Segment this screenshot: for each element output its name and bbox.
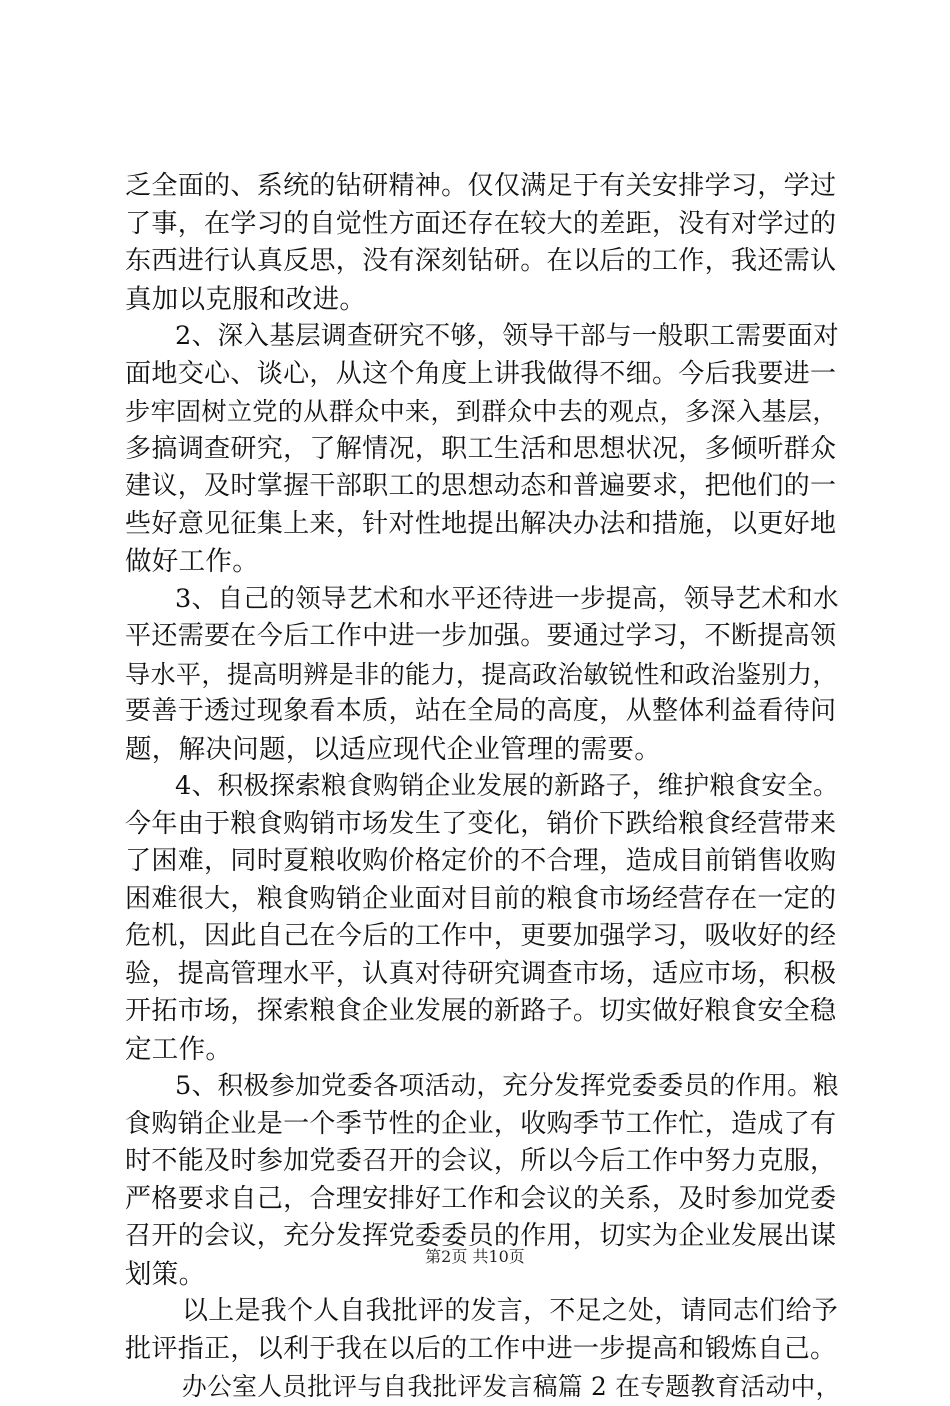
text-line: 题，解决问题，以适应现代企业管理的需要。 xyxy=(125,733,661,765)
page-footer: 第2页 共10页 xyxy=(425,1247,525,1266)
text-line: 要善于透过现象看本质，站在全局的高度，从整体利益看待问 xyxy=(125,696,837,726)
text-line: 面地交心、谈心，从这个角度上讲我做得不细。今后我要进一 xyxy=(125,358,837,389)
text-line: 时不能及时参加党委召开的会议，所以今后工作中努力克服， xyxy=(125,1146,837,1176)
text-line: 严格要求自己，合理安排好工作和会议的关系，及时参加党委 xyxy=(125,1183,837,1214)
text-line: 5、积极参加党委各项活动，充分发挥党委委员的作用。粮 xyxy=(175,1071,839,1101)
text-line: 4、积极探索粮食购销企业发展的新路子，维护粮食安全。 xyxy=(175,771,839,801)
text-line: 3、自己的领导艺术和水平还待进一步提高，领导艺术和水 xyxy=(175,583,839,614)
text-line: 食购销企业是一个季节性的企业，收购季节工作忙，造成了有 xyxy=(125,1108,837,1139)
document-body xyxy=(125,168,841,1406)
text-line: 真加以克服和改进。 xyxy=(125,283,367,315)
text-line: 了困难，同时夏粮收购价格定价的不合理，造成目前销售收购 xyxy=(125,846,837,876)
text-line: 召开的会议，充分发挥党委委员的作用，切实为企业发展出谋 xyxy=(125,1221,837,1251)
text-line: 了事，在学习的自觉性方面还存在较大的差距，没有对学过的 xyxy=(125,208,837,239)
text-line: 多搞调查研究，了解情况，职工生活和思想状况，多倾听群众 xyxy=(125,433,837,464)
text-line: 建议，及时掌握干部职工的思想动态和普遍要求，把他们的一 xyxy=(125,471,837,501)
text-line: 平还需要在今后工作中进一步加强。要通过学习，不断提高领 xyxy=(125,621,837,651)
text-line: 划策。 xyxy=(125,1258,206,1290)
text-line: 东西进行认真反思，没有深刻钻研。在以后的工作，我还需认 xyxy=(125,246,837,276)
text-line: 办公室人员批评与自我批评发言稿篇 2 在专题教育活动中， xyxy=(182,1372,841,1401)
text-line: 批评指正，以利于我在以后的工作中进一步提高和锻炼自己。 xyxy=(125,1333,837,1364)
text-line: 导水平，提高明辨是非的能力，提高政治敏锐性和政治鉴别力， xyxy=(125,659,838,689)
text-line: 今年由于粮食购销市场发生了变化，销价下跌给粮食经营带来 xyxy=(125,808,837,839)
text-line: 2、深入基层调查研究不够，领导干部与一般职工需要面对 xyxy=(175,321,839,351)
text-line: 定工作。 xyxy=(125,1033,233,1065)
text-line: 开拓市场，探索粮食企业发展的新路子。切实做好粮食安全稳 xyxy=(125,996,837,1026)
text-line: 步牢固树立党的从群众中来，到群众中去的观点，多深入基层， xyxy=(125,397,838,426)
text-line: 些好意见征集上来，针对性地提出解决办法和措施，以更好地 xyxy=(125,508,837,539)
text-line: 做好工作。 xyxy=(125,546,259,577)
text-line: 危机，因此自己在今后的工作中，更要加强学习，吸收好的经 xyxy=(125,921,837,951)
text-line: 以上是我个人自我批评的发言，不足之处，请同志们给予 xyxy=(182,1296,838,1326)
text-line: 困难很大，粮食购销企业面对目前的粮食市场经营存在一定的 xyxy=(125,883,837,914)
text-line: 乏全面的、系统的钻研精神。仅仅满足于有关安排学习，学过 xyxy=(125,171,837,201)
text-line: 验，提高管理水平，认真对待研究调查市场，适应市场，积极 xyxy=(125,958,837,989)
